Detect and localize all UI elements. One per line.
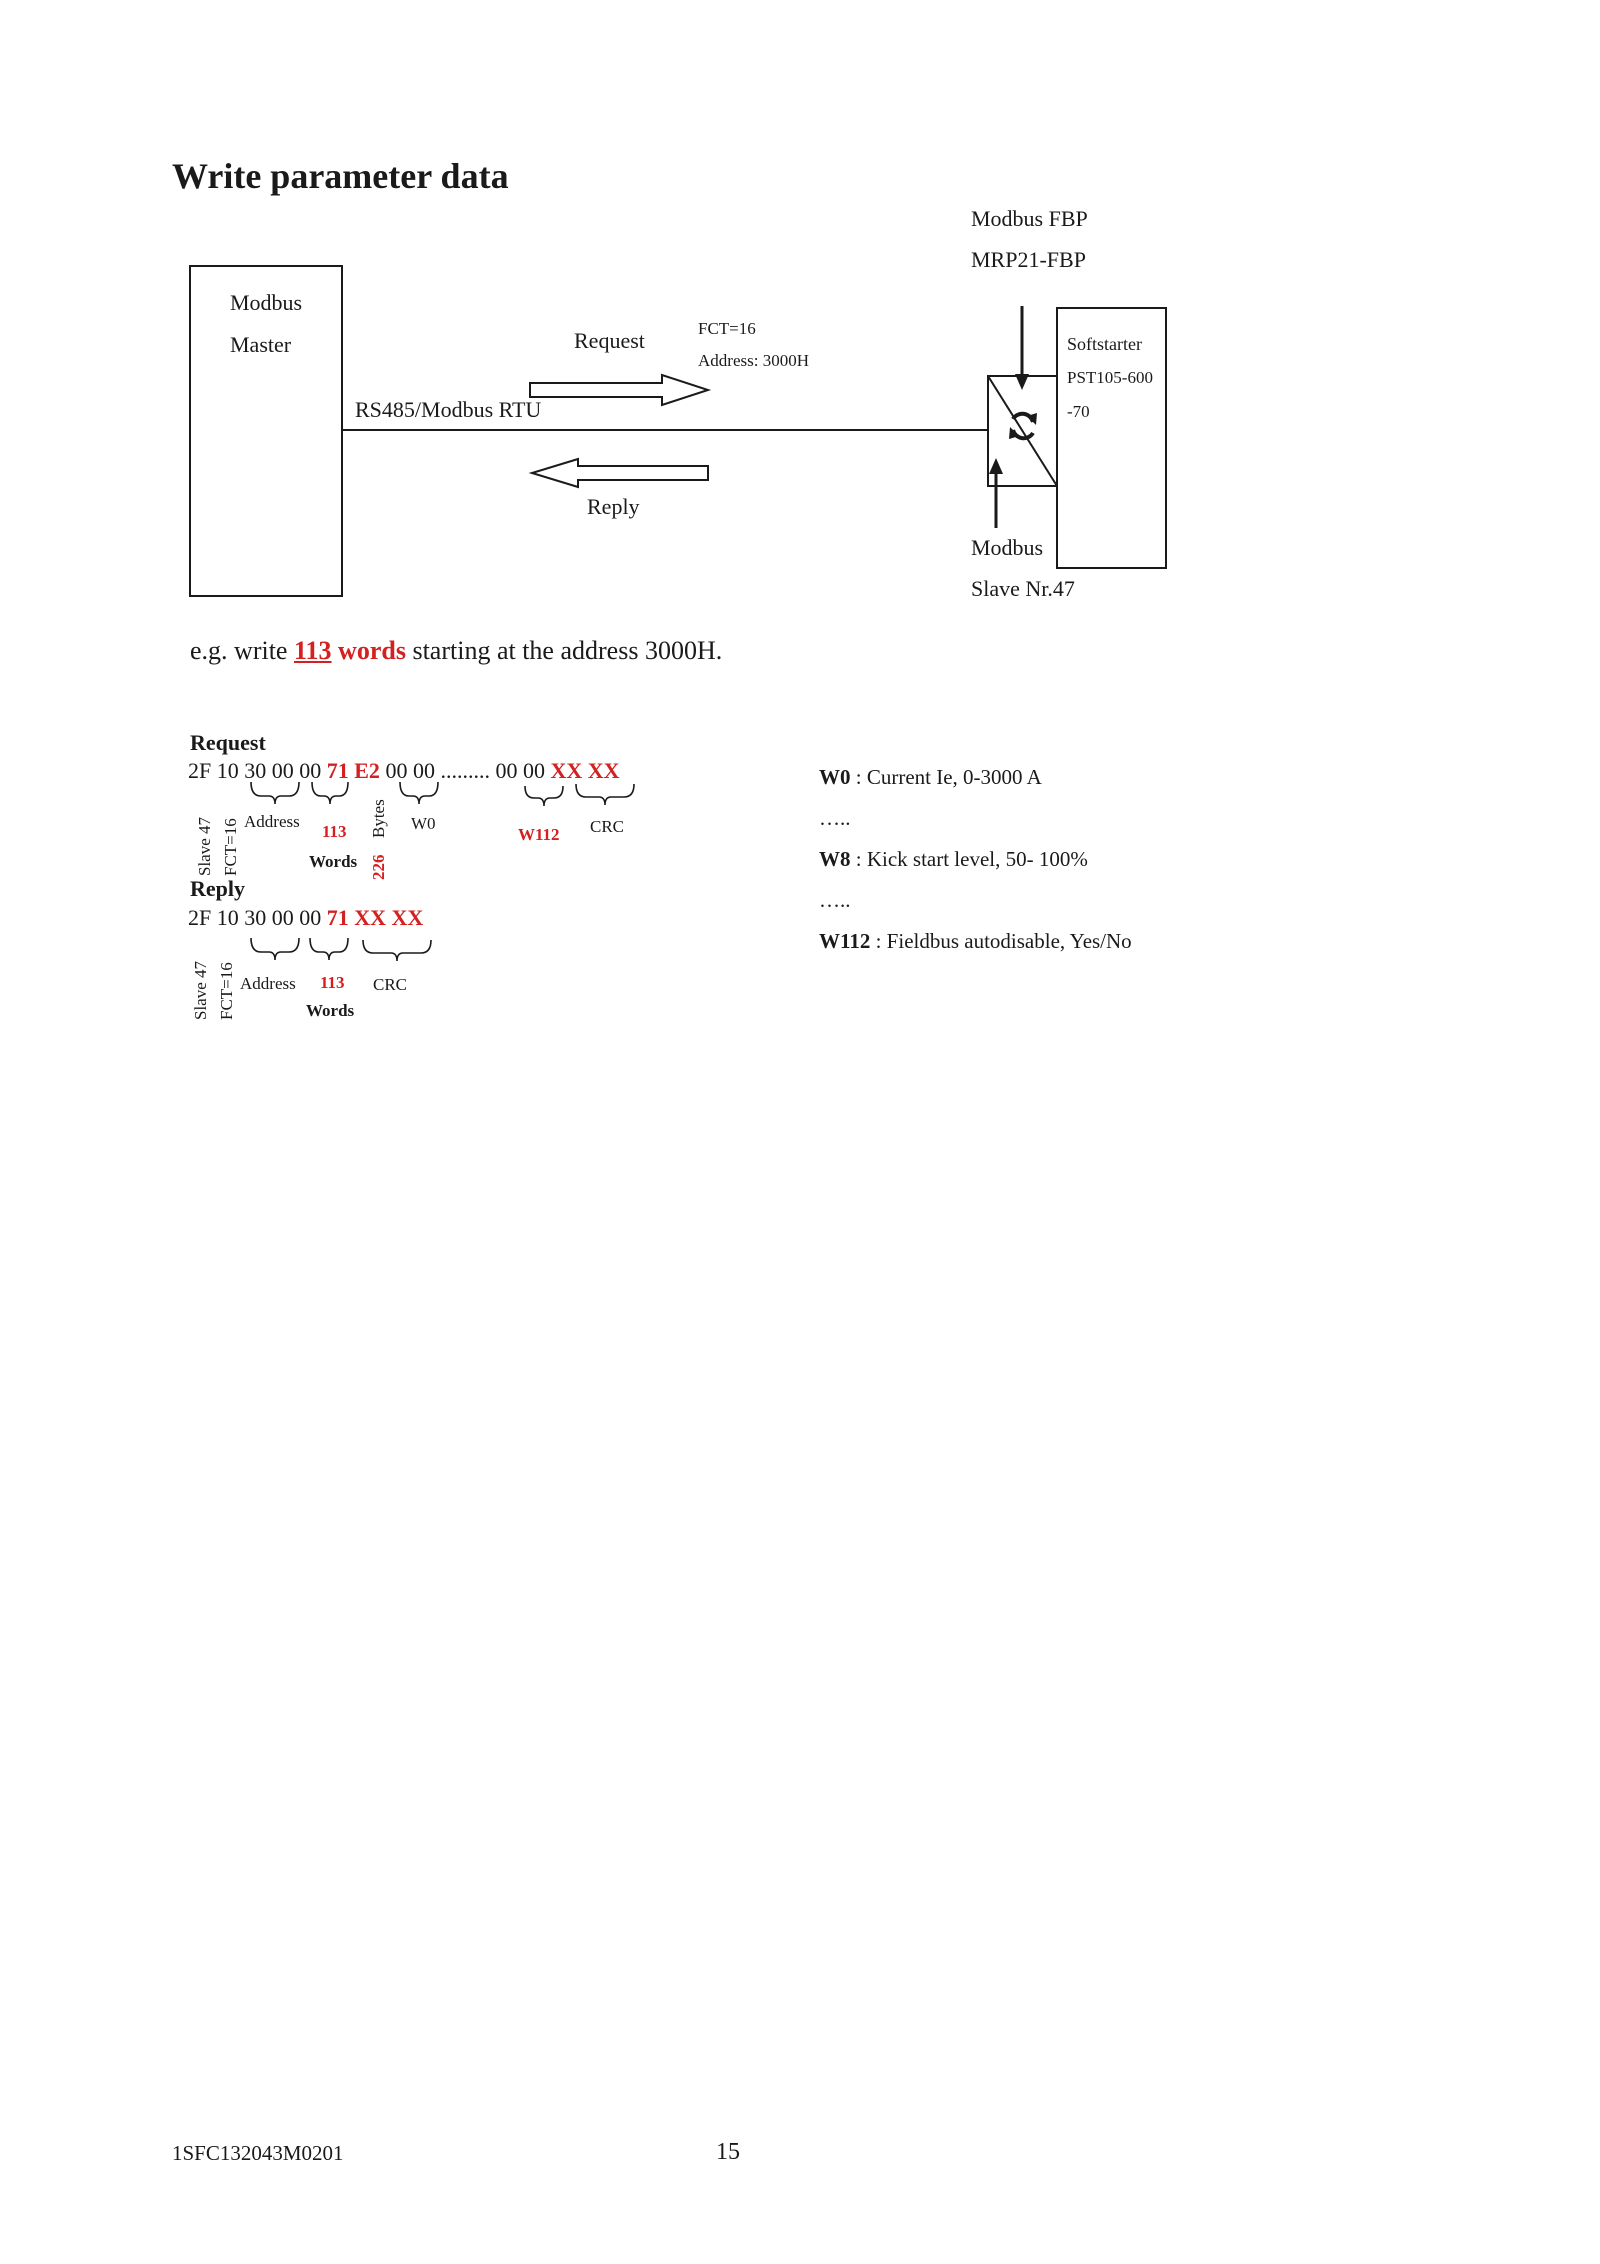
example-suffix: starting at the address 3000H. (412, 636, 723, 665)
reply-113-label: 113 (320, 973, 345, 992)
request-byte-count-byte: E2 (354, 758, 380, 783)
request-bytes-label: Bytes (369, 799, 388, 838)
fct-label: FCT=16 (698, 319, 756, 338)
master-box (190, 266, 342, 596)
request-crc-label: CRC (590, 817, 625, 836)
word-list-w112 (819, 931, 1132, 952)
example-count: 113 (293, 636, 332, 665)
example-words: words (338, 636, 406, 665)
request-113-label: 113 (322, 822, 347, 841)
softstarter-label-line3: -70 (1067, 402, 1090, 421)
w112-desc: : Fieldbus autodisable, Yes/No (875, 929, 1132, 953)
reply-braces (251, 938, 431, 961)
w112-key: W112 (819, 929, 871, 953)
softstarter-label-line1: Softstarter (1067, 334, 1142, 354)
request-words-label: Words (309, 852, 358, 871)
reply-label: Reply (587, 494, 640, 519)
request-address-label: Address (244, 812, 300, 831)
word-list-w8 (819, 849, 1088, 870)
reply-address-label: Address (240, 974, 296, 993)
reply-arrow (532, 459, 708, 487)
request-bytes-header: 2F 10 30 00 00 (188, 758, 322, 783)
word-list-dots-1: ….. (819, 806, 851, 830)
reply-crc-bytes: XX XX (354, 905, 424, 930)
word-list-w0 (819, 767, 1042, 788)
request-fct-label: FCT=16 (221, 818, 240, 876)
address-label: Address: 3000H (698, 351, 809, 370)
master-label-line1: Modbus (230, 290, 303, 315)
request-226-label: 226 (369, 854, 388, 880)
request-label: Request (574, 328, 645, 353)
w8-key: W8 (819, 847, 851, 871)
w8-desc: : Kick start level, 50- 100% (855, 847, 1088, 871)
request-bytes-w0: 00 00 (385, 758, 435, 783)
bus-label: RS485/Modbus RTU (355, 397, 542, 422)
request-arrow (530, 375, 708, 405)
request-braces (251, 782, 634, 806)
request-w0-label: W0 (411, 814, 436, 833)
page-title: Write parameter data (172, 156, 509, 196)
example-sentence (190, 638, 722, 664)
reply-heading: Reply (190, 876, 245, 901)
request-slave-label: Slave 47 (195, 816, 214, 876)
master-label-line2: Master (230, 332, 292, 357)
slave-label-line2: Slave Nr.47 (971, 576, 1075, 601)
w0-key: W0 (819, 765, 851, 789)
reply-slave-label: Slave 47 (191, 960, 210, 1020)
fbp-label-line1: Modbus FBP (971, 206, 1088, 231)
request-w112-label: W112 (518, 825, 560, 844)
reply-words-label: Words (306, 1001, 355, 1020)
softstarter-label-line2: PST105-600 (1067, 368, 1153, 387)
footer-doc-id: 1SFC132043M0201 (172, 2141, 344, 2165)
example-prefix: e.g. write (190, 636, 288, 665)
request-bytes (188, 760, 620, 782)
w0-desc: : Current Ie, 0-3000 A (855, 765, 1042, 789)
fbp-label-line2: MRP21-FBP (971, 247, 1086, 272)
request-crc-bytes: XX XX (550, 758, 620, 783)
request-heading: Request (190, 730, 266, 755)
reply-fct-label: FCT=16 (217, 962, 236, 1020)
request-bytes-w112: 00 00 (495, 758, 545, 783)
request-bytes-ellipsis: ......... (440, 758, 490, 783)
word-list-dots-2: ….. (819, 888, 851, 912)
slave-label-line1: Modbus (971, 535, 1044, 560)
request-word-count-byte: 71 (326, 758, 349, 783)
reply-word-count-byte: 71 (326, 905, 349, 930)
reply-bytes (188, 907, 423, 929)
reply-bytes-header: 2F 10 30 00 00 (188, 905, 322, 930)
reply-crc-label: CRC (373, 975, 408, 994)
page-number: 15 (716, 2139, 740, 2165)
